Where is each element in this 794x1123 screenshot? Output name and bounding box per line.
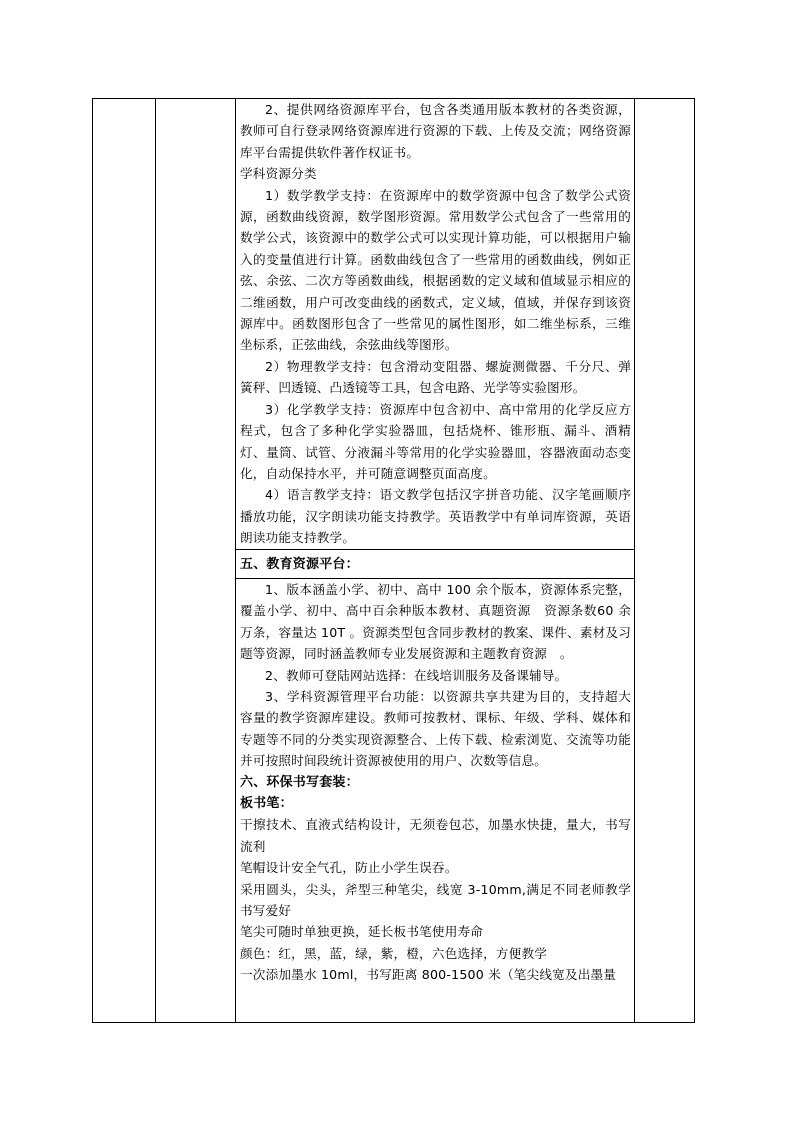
column-divider-3 [634,99,635,1022]
paragraph-resource-management: 3、学科资源管理平台功能：以资源共享共建为目的，支持超大容量的教学资源库建设。教师可按教材、课标、年级、学科、媒体和专题等不同的分类实现资源整合、上传下载、检索浏览、交流等功能 并可按照时间段统计资源被使用的用户、次数等信息。 [240,688,631,769]
paragraph-resource-platform: 2、提供网络资源库平台，包含各类通用版本教材的各类资源，教师可自行登录网络资源库进行资源的下载、上传及交流；网络资源库平台需提供软件著作权证书。 [240,102,631,160]
paragraph-pen-tech: 干擦技术、直液式结构设计，无须卷包芯，加墨水快捷，量大，书写流利 [240,817,631,854]
paragraph-subject-classification: 学科资源分类 [240,166,317,182]
paragraph-online-training: 2、教师可登陆网站选择：在线培训服务及备课辅导。 [265,667,568,683]
paragraph-pen-ink: 一次添加墨水 10ml，书写距离 800-1500 米（笔尖线宽及出墨量 [240,967,617,983]
paragraph-language-support: 4）语言教学支持：语文教学包括汉字拼音功能、汉字笔画顺序播放功能，汉字朗读功能支持教学。英语教学中有单词库资源，英语朗读功能支持教学。 [240,487,631,546]
paragraph-pen-colors: 颜色：红，黑，蓝，绿，紫，橙，六色选择，方便教学 [240,945,548,961]
paragraph-pen-tips: 采用圆头，尖头，斧型三种笔尖，线宽 3-10mm,满足不同老师教学书写爱好 [240,881,631,919]
spec-content-cell [236,99,634,1022]
subheading-board-pen: 板书笔： [240,796,293,811]
paragraph-pen-cap: 笔帽设计安全气孔，防止小学生误吞。 [240,860,458,876]
column-divider-1 [155,99,156,1022]
paragraph-chemistry-support: 3）化学教学支持：资源库中包含初中、高中常用的化学反应方程式，包含了多种化学实验器皿，包括烧杯、锥形瓶、漏斗、酒精灯、量筒、试管、分液漏斗等常用的化学实验器皿，容器液面动态变化，自动保持水平，并可随意调整页面高度。 [240,401,631,481]
paragraph-physics-support: 2）物理教学支持：包含滑动变阻器、螺旋测微器、千分尺、弹簧秤、凹透镜、凸透镜等工具，包含电路、光学等实验图形。 [240,358,631,396]
paragraph-math-support: 1）数学教学支持：在资源库中的数学资源中包含了数学公式资源，函数曲线资源，数学图形资源。常用数学公式包含了一些常用的数学公式，该资源中的数学公式可以实现计算功能，可以根据用户输入的变量值进行计算。函数曲线包含了一些常用的函数曲线，例如正弦、余弦、二次方等函数曲线，根据函数的定义域和值域显示相应的二维函数，用户可改变曲线的函数式，定义域，值域，并保存到该资源库中。函数图形包含了一些常见的属性图形，如二维坐标系，三维坐标系，正弦曲线，余弦曲线等图形。 [240,187,631,353]
section-heading-education-platform: 五、教育资源平台： [240,556,359,572]
row-divider [236,549,634,550]
paragraph-version-coverage: 1、版本涵盖小学、初中、高中 100 余个版本，资源体系完整，覆盖小学、初中、高中百余种版本教材、真题资源 资源条数60 余万条，容量达 10T 。资源类型包含同步教材的教案、课件、素材及习题等资源，同时涵盖教师专业发展资源和主题教育资源 。 [240,581,631,662]
section-heading-writing-kit: 六、环保书写套装： [240,774,359,790]
spec-table [92,98,695,1023]
paragraph-pen-replace: 笔尖可随时单独更换，延长板书笔使用寿命 [240,924,484,940]
